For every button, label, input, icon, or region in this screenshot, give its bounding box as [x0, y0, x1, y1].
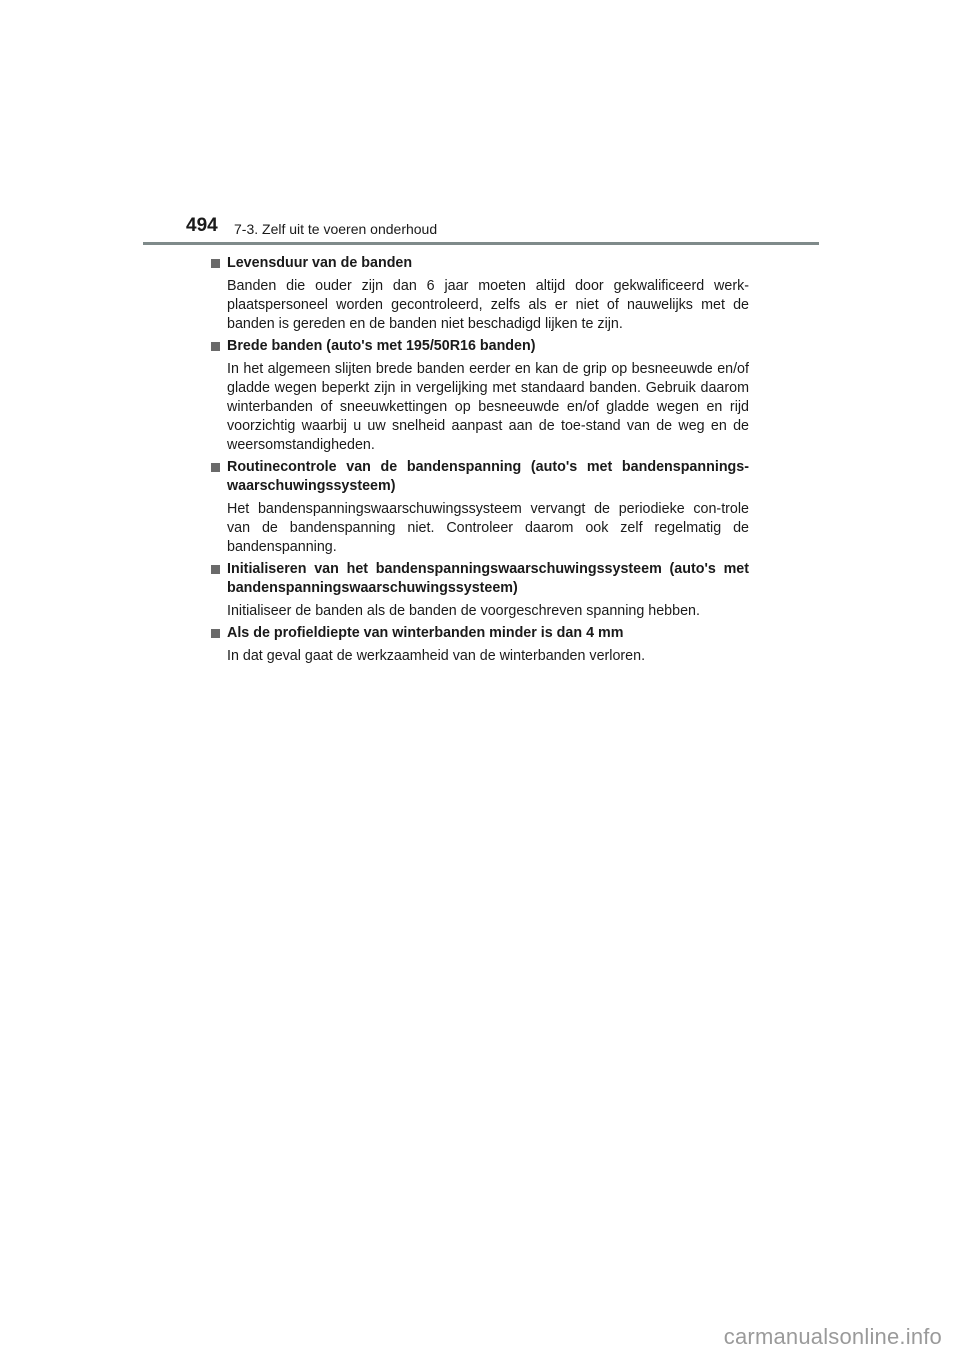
content-area [211, 254, 749, 669]
square-bullet-icon [211, 629, 220, 638]
item-heading [211, 337, 749, 356]
list-item [211, 624, 749, 666]
item-body: Initialiseer de banden als de banden de voorgeschreven spanning hebben. [227, 603, 700, 619]
page-number: 494 [186, 215, 218, 236]
list-item [211, 254, 749, 334]
item-heading [211, 560, 749, 598]
item-title: Levensduur van de banden [227, 255, 413, 271]
item-heading [211, 624, 749, 643]
item-body: Het bandenspanningswaarschuwingssysteem vervangt de periodieke con-trole van de bandenspanning niet. Controleer daarom ook zelf regelmatig de bandenspanning. [227, 501, 749, 555]
square-bullet-icon [211, 259, 220, 268]
item-body: In dat geval gaat de werkzaamheid van de winterbanden verloren. [227, 648, 646, 664]
header-divider [143, 242, 819, 245]
item-heading [211, 458, 749, 496]
item-title: Als de profieldiepte van winterbanden minder is dan 4 mm [227, 625, 624, 641]
item-title: Initialiseren van het bandenspanningswaarschuwingssysteem (auto's met bandenspanningswaarschuwingssysteem) [227, 561, 749, 596]
item-body: Banden die ouder zijn dan 6 jaar moeten altijd door gekwalificeerd werk-plaatspersoneel worden gecontroleerd, zelfs als er niet of nauwelijks met de banden is gereden en de banden niet beschadigd lijken te zijn. [227, 278, 749, 332]
list-item [211, 458, 749, 557]
item-title: Routinecontrole van de bandenspanning (auto's met bandenspannings-waarschuwingssysteem) [227, 459, 749, 494]
page-header [0, 0, 960, 250]
square-bullet-icon [211, 565, 220, 574]
watermark: carmanualsonline.info [723, 1324, 942, 1349]
item-heading [211, 254, 749, 273]
list-item [211, 560, 749, 621]
item-body: In het algemeen slijten brede banden eerder en kan de grip op besneeuwde en/of gladde wegen beperkt zijn in vergelijking met standaard banden. Gebruik daarom winterbanden of sneeuwkettingen op besneeuwde en/of gladde wegen en rijd voorzichtig waarbij u uw snelheid aanpast aan de toe-stand van de weg en de weersomstandigheden. [227, 361, 749, 453]
section-title: 7-3. Zelf uit te voeren onderhoud [234, 221, 438, 237]
item-title: Brede banden (auto's met 195/50R16 banden) [227, 338, 536, 354]
square-bullet-icon [211, 342, 220, 351]
square-bullet-icon [211, 463, 220, 472]
list-item [211, 337, 749, 455]
